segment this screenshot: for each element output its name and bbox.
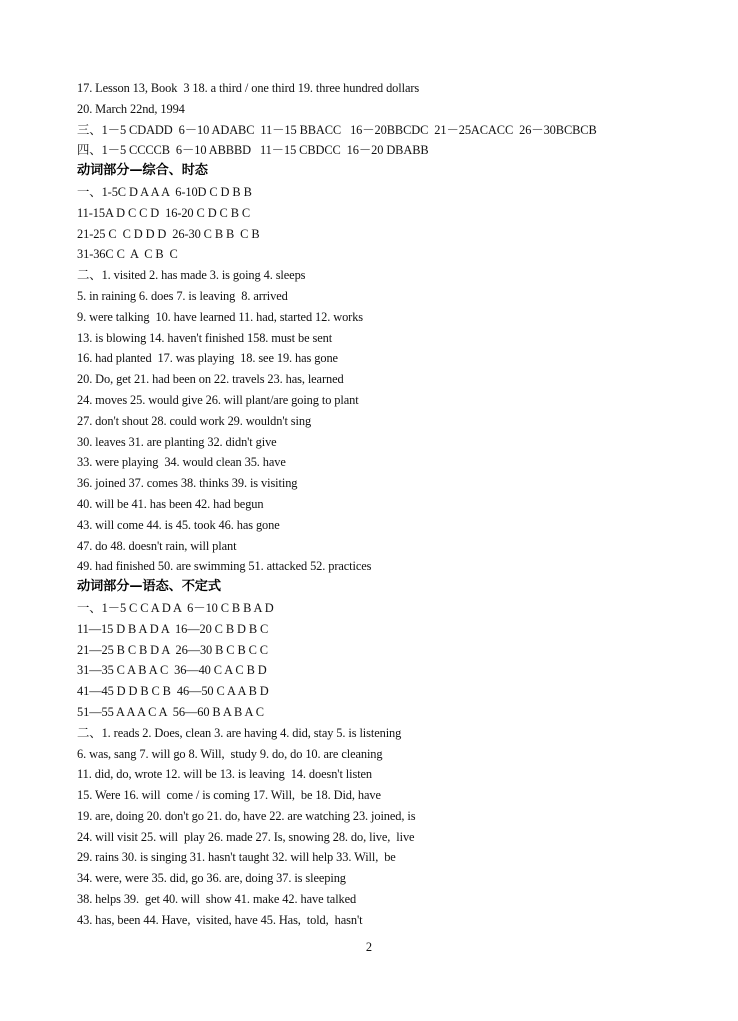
answer-line: 51—55 A A A C A 56—60 B A B A C bbox=[77, 704, 264, 719]
answer-line: 6. was, sang 7. will go 8. Will, study 9. do, do 10. are cleaning bbox=[77, 746, 383, 761]
answer-line: 9. were talking 10. have learned 11. had, started 12. works bbox=[77, 309, 364, 324]
answer-line: 二、1. visited 2. has made 3. is going 4. sleeps bbox=[77, 268, 306, 283]
answer-line: 四、1－5 CCCCB 6－10 ABBBD 11－15 CBDCC 16－20 DBABB bbox=[77, 143, 429, 158]
answer-line: 29. rains 30. is singing 31. hasn't taught 32. will help 33. Will, be bbox=[77, 850, 396, 865]
answer-line: 43. has, been 44. Have, visited, have 45. Has, told, hasn't bbox=[77, 912, 363, 927]
answer-line: 24. moves 25. would give 26. will plant/are going to plant bbox=[77, 392, 359, 407]
answer-line: 15. Were 16. will come / is coming 17. Will, be 18. Did, have bbox=[77, 788, 381, 803]
answer-line: 33. were playing 34. would clean 35. have bbox=[77, 455, 286, 470]
answer-line: 11. did, do, wrote 12. will be 13. is leaving 14. doesn't listen bbox=[77, 767, 373, 782]
answer-line: 三、1－5 CDADD 6－10 ADABC 11－15 BBACC 16－20BBCDC 21－25ACACC 26－30BCBCB bbox=[77, 122, 597, 137]
section-heading: 动词部分—综合、时态 bbox=[77, 163, 208, 179]
answer-line: 49. had finished 50. are swimming 51. attacked 52. practices bbox=[77, 559, 372, 574]
answer-line: 5. in raining 6. does 7. is leaving 8. arrived bbox=[77, 288, 288, 303]
answer-line: 17. Lesson 13, Book 3 18. a third / one third 19. three hundred dollars bbox=[77, 81, 420, 95]
answer-line: 一、1－5 C C A D A 6－10 C B B A D bbox=[77, 600, 274, 615]
answer-line: 30. leaves 31. are planting 32. didn't give bbox=[77, 434, 277, 449]
answer-line: 40. will be 41. has been 42. had begun bbox=[77, 496, 264, 511]
answer-line: 11-15A D C C D 16-20 C D C B C bbox=[77, 205, 251, 220]
page-number: 2 bbox=[365, 940, 373, 954]
answer-line: 47. do 48. doesn't rain, will plant bbox=[77, 538, 237, 553]
answer-line: 34. were, were 35. did, go 36. are, doing 37. is sleeping bbox=[77, 871, 346, 886]
answer-line: 16. had planted 17. was playing 18. see 19. has gone bbox=[77, 351, 338, 366]
answer-line: 21—25 B C B D A 26—30 B C B C C bbox=[77, 642, 268, 657]
answer-line: 21-25 C C D D D 26-30 C B B C B bbox=[77, 226, 260, 241]
answer-line: 27. don't shout 28. could work 29. wouldn't sing bbox=[77, 413, 312, 428]
section-heading: 动词部分—语态、不定式 bbox=[77, 579, 221, 595]
answer-key-content bbox=[77, 78, 697, 931]
answer-line: 20. March 22nd, 1994 bbox=[77, 101, 185, 116]
answer-line: 41—45 D D B C B 46—50 C A A B D bbox=[77, 684, 269, 699]
answer-line: 31—35 C A B A C 36—40 C A C B D bbox=[77, 663, 267, 678]
answer-line: 13. is blowing 14. haven't finished 158. must be sent bbox=[77, 330, 333, 345]
answer-line: 24. will visit 25. will play 26. made 27. Is, snowing 28. do, live, live bbox=[77, 829, 415, 844]
answer-line: 19. are, doing 20. don't go 21. do, have 22. are watching 23. joined, is bbox=[77, 808, 416, 823]
answer-line: 36. joined 37. comes 38. thinks 39. is visiting bbox=[77, 476, 298, 491]
answer-line: 11—15 D B A D A 16—20 C B D B C bbox=[77, 621, 269, 636]
answer-line: 20. Do, get 21. had been on 22. travels 23. has, learned bbox=[77, 372, 344, 387]
answer-line: 二、1. reads 2. Does, clean 3. are having 4. did, stay 5. is listening bbox=[77, 725, 402, 740]
answer-line: 38. helps 39. get 40. will show 41. make 42. have talked bbox=[77, 892, 357, 907]
answer-line: 一、1-5C D A A A 6-10D C D B B bbox=[77, 184, 252, 199]
answer-line: 31-36C C A C B C bbox=[77, 247, 178, 262]
answer-line: 43. will come 44. is 45. took 46. has gone bbox=[77, 517, 280, 532]
